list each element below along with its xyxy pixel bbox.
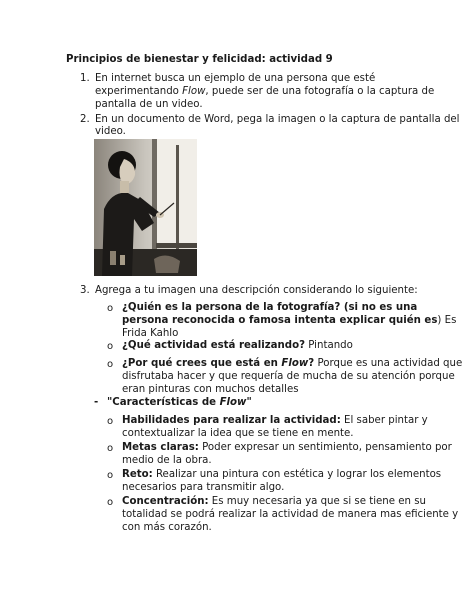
bullet-marker: o [107,497,114,508]
bullet-marker: o [107,470,114,481]
document-title: Principios de bienestar y felicidad: actividad 9 [66,54,333,65]
characteristic-4-line-3: con más corazón. [122,522,212,533]
bullet-marker: o [107,359,114,370]
bullet-marker: o [107,416,114,427]
question-1-line-1: ¿Quién es la persona de la fotografía? (si no es una [122,302,418,313]
characteristic-1-line-1: Habilidades para realizar la actividad: El saber pintar y [122,415,428,426]
question-3-line-2: disfrutaba hacer y que requería de mucha de su atención porque [122,371,455,382]
question-1-line-2: persona reconocida o famosa intenta explicar quién es) Es [122,315,457,326]
bullet-marker: o [107,443,114,454]
item-1-line-2: experimentando Flow, puede ser de una fotografía o la captura de [95,86,435,97]
characteristic-2-line-1: Metas claras: Poder expresar un sentimiento, pensamiento por [122,442,452,453]
list-number-1: 1. [80,73,90,84]
item-3-line-1: Agrega a tu imagen una descripción considerando lo siguiente: [95,285,418,296]
section-dash-marker: - [94,397,99,408]
frida-kahlo-painting-photo [94,139,197,276]
item-1-line-3: pantalla de un video. [95,99,203,110]
question-3-line-3: eran pinturas con muchos detalles [122,384,299,395]
characteristic-2-line-2: medio de la obra. [122,455,212,466]
characteristic-3-line-2: necesarios para transmitir algo. [122,482,285,493]
list-number-2: 2. [80,114,90,125]
question-3-line-1: ¿Por qué crees que está en Flow? Porque es una actividad que [122,358,463,369]
characteristic-4-line-2: totalidad se podrá realizar la actividad de manera mas eficiente y [122,509,459,520]
bullet-marker: o [107,303,114,314]
characteristic-4-line-1: Concentración: Es muy necesaria ya que si se tiene en su [122,496,426,507]
section-heading: "Características de Flow" [107,397,252,408]
question-1-answer: Frida Kahlo [122,328,179,339]
characteristic-3-line-1: Reto: Realizar una pintura con estética y lograr los elementos [122,469,442,480]
characteristic-1-line-2: contextualizar la idea que se tiene en mente. [122,428,354,439]
item-2-line-1: En un documento de Word, pega la imagen o la captura de pantalla del [95,114,460,125]
item-1-line-1: En internet busca un ejemplo de una persona que esté [95,73,376,84]
list-number-3: 3. [80,285,90,296]
item-2-line-2: video. [95,126,126,137]
bullet-marker: o [107,341,114,352]
question-2-line-1: ¿Qué actividad está realizando? Pintando [122,340,353,351]
